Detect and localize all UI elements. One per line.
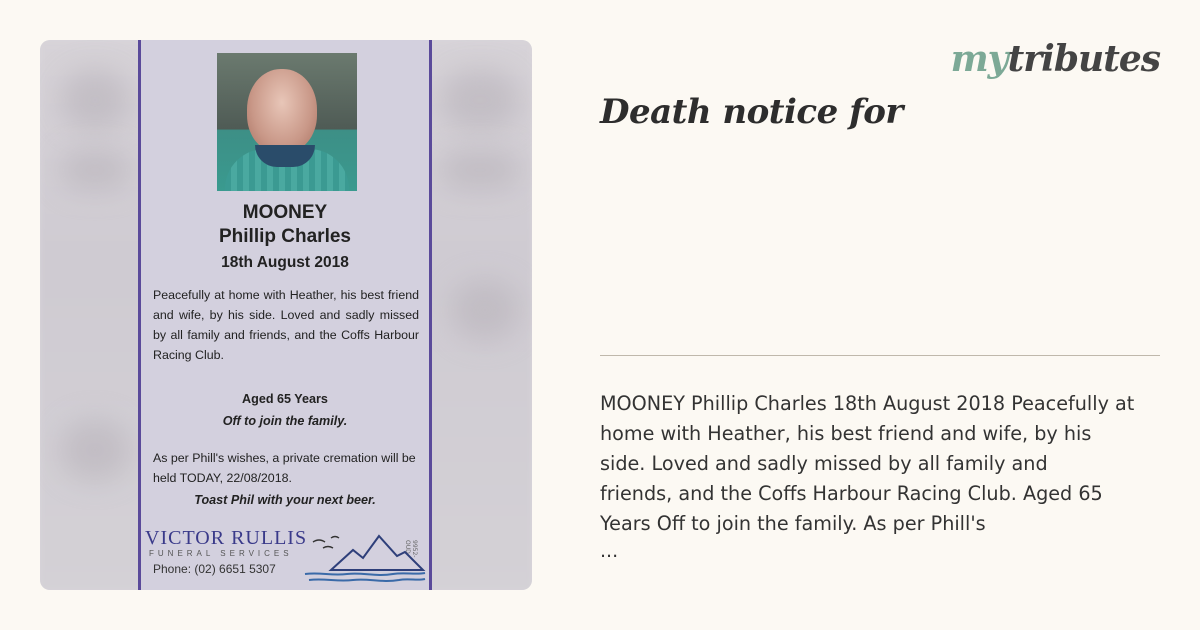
page-title: Death notice for xyxy=(600,92,903,132)
notice-cremation: As per Phill's wishes, a private cremation will be held TODAY, 22/08/2018. xyxy=(153,451,416,485)
backdrop-blur xyxy=(60,420,130,480)
notice-card xyxy=(138,40,432,590)
notice-join: Off to join the family. xyxy=(222,414,348,428)
excerpt-line: Years Off to join the family. As per Phill's xyxy=(600,512,986,535)
notice-toast: Toast Phil with your next beer. xyxy=(194,493,376,507)
excerpt-line: home with Heather, his best friend and wife, by his xyxy=(600,422,1092,445)
backdrop-blur xyxy=(60,70,130,130)
mytributes-logo[interactable] xyxy=(951,38,1160,80)
death-notice-image xyxy=(40,40,532,590)
backdrop-blur xyxy=(440,150,520,190)
funeral-phone: Phone: (02) 6651 5307 xyxy=(153,562,276,576)
excerpt-ellipsis: ... xyxy=(600,540,619,562)
notice-reference: 9952-OUD xyxy=(404,540,418,558)
notice-aged: Aged 65 Years xyxy=(242,392,328,406)
mountain-logo-icon xyxy=(301,524,429,586)
notice-surname: MOONEY xyxy=(242,202,328,223)
notice-date: 18th August 2018 xyxy=(221,254,349,271)
deceased-photo xyxy=(217,53,357,191)
backdrop-blur xyxy=(60,150,130,190)
excerpt-line: MOONEY Phillip Charles 18th August 2018 Peacefully at xyxy=(600,392,1135,415)
funeral-director-name: VICTOR RULLIS xyxy=(145,527,308,549)
photo-face xyxy=(247,69,317,153)
backdrop-blur xyxy=(450,280,520,340)
funeral-services-label: FUNERAL SERVICES xyxy=(149,549,293,558)
logo-my: my xyxy=(950,38,1008,80)
section-divider xyxy=(600,355,1160,356)
backdrop-blur xyxy=(440,70,520,130)
excerpt-line: friends, and the Coffs Harbour Racing Club. Aged 65 xyxy=(600,482,1103,505)
excerpt-line: side. Loved and sadly missed by all family and xyxy=(600,452,1048,475)
notice-paragraph: Peacefully at home with Heather, his best friend and wife, by his side. Loved and sadly missed by all family and friends, and the Coffs Harbour Racing Club. xyxy=(153,288,419,362)
notice-excerpt xyxy=(600,389,1140,539)
notice-given-names: Phillip Charles xyxy=(219,226,351,247)
logo-tributes: tributes xyxy=(1007,38,1160,80)
